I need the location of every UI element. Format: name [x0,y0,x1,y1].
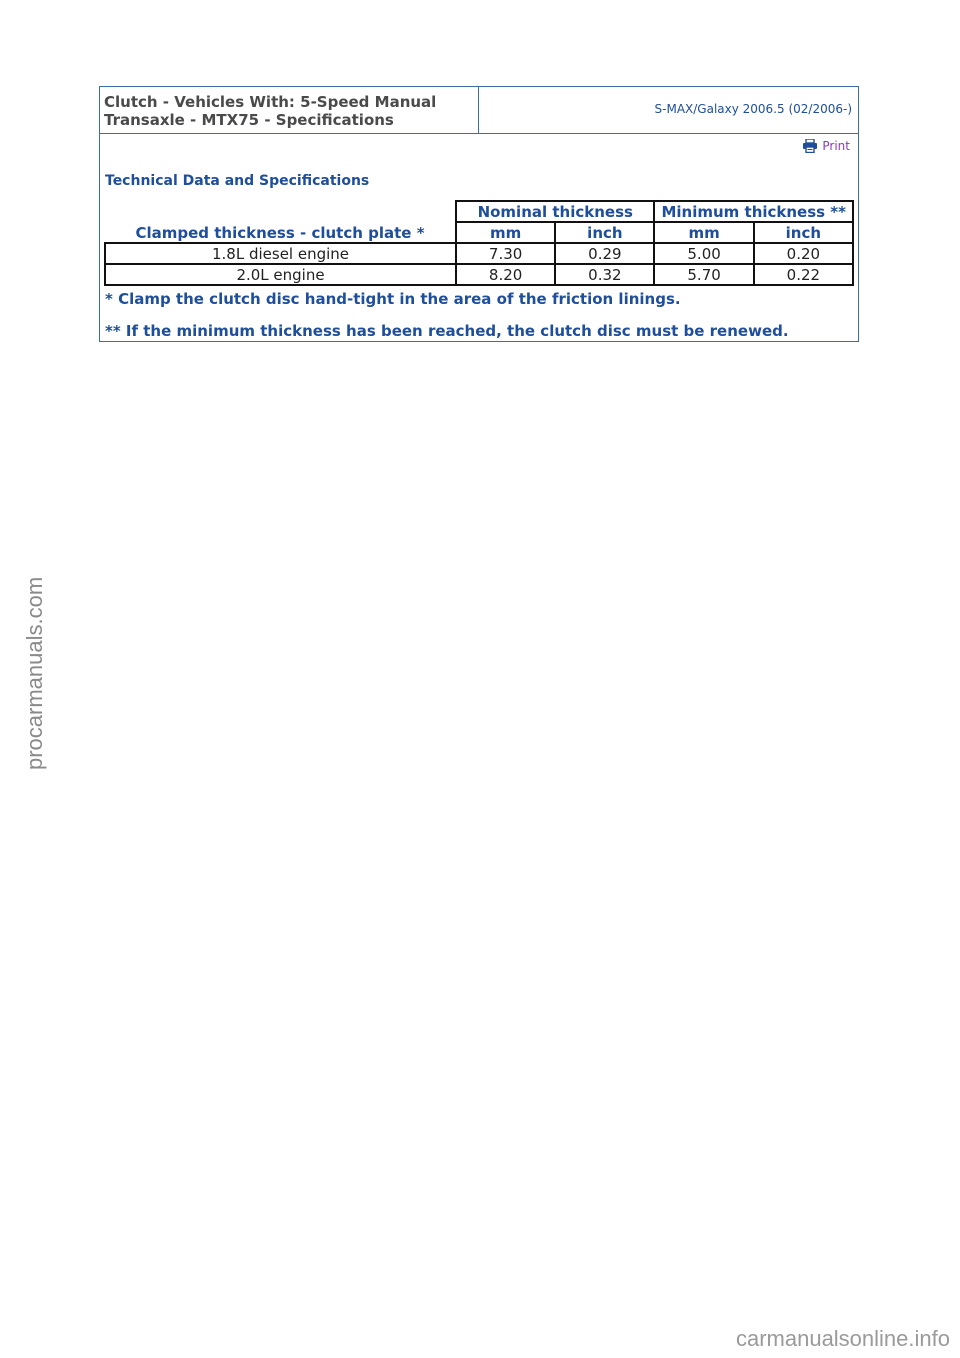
vehicle-model: S-MAX/Galaxy 2006.5 (02/2006-) [654,102,852,116]
print-button[interactable] [802,139,850,153]
table-cell: 5.00 [654,243,753,264]
unit-header: mm [456,222,555,243]
side-watermark: procarmanuals.com [22,576,47,770]
section-title: Technical Data and Specifications [105,173,370,189]
title-line-1: Clutch - Vehicles With: 5-Speed Manual [104,93,437,111]
table-cell: 8.20 [456,264,555,285]
title-line-2: Transaxle - MTX75 - Specifications [104,111,394,129]
footnote-minimum-thickness: ** If the minimum thickness has been reached, the clutch disc must be renewed. [105,322,789,340]
table-cell: 0.29 [555,243,654,264]
table-row [105,264,853,285]
bottom-watermark: carmanualsonline.info [735,1326,950,1351]
minimum-thickness-header: Minimum thickness ** [654,201,853,222]
unit-header: inch [555,222,654,243]
row-header-label: Clamped thickness - clutch plate * [105,201,456,243]
spec-table [104,200,854,286]
table-row [105,243,853,264]
table-cell: 0.22 [754,264,853,285]
table-cell: 0.32 [555,264,654,285]
table-cell: 5.70 [654,264,753,285]
document-title [100,87,479,133]
unit-header: inch [754,222,853,243]
spec-document-frame [99,86,859,342]
table-cell: 7.30 [456,243,555,264]
engine-label: 2.0L engine [105,264,456,285]
table-group-header-row [105,201,853,222]
document-header [100,87,858,134]
nominal-thickness-header: Nominal thickness [456,201,654,222]
print-label: Print [822,139,850,153]
table-cell: 0.20 [754,243,853,264]
printer-icon [802,139,818,153]
footnote-clamp: * Clamp the clutch disc hand-tight in the area of the friction linings. [105,290,681,308]
unit-header: mm [654,222,753,243]
engine-label: 1.8L diesel engine [105,243,456,264]
